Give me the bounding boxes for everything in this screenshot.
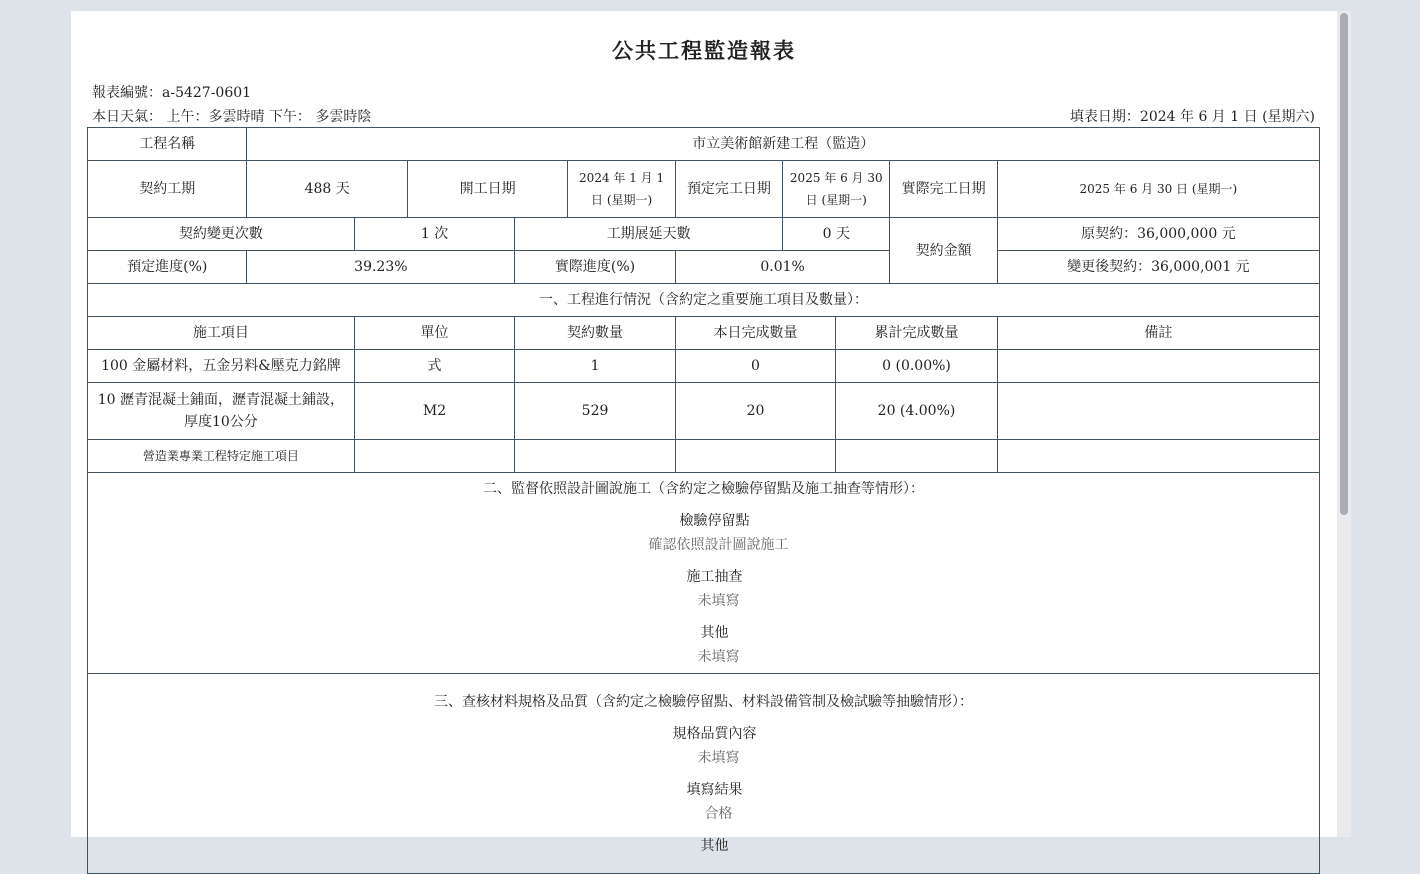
section2-title: 二、監督依照設計圖說施工（含約定之檢驗停留點及施工抽查等情形）：	[483, 481, 924, 497]
item-remarks	[997, 350, 1319, 383]
col-header-unit: 單位	[354, 317, 514, 350]
construction-sampling-value: 未填寫	[697, 593, 740, 609]
table-row	[88, 440, 1320, 473]
col-header-cumulative-qty: 累計完成數量	[836, 317, 998, 350]
section2-other-value: 未填寫	[697, 649, 740, 665]
actual-progress-label: 實際進度(%)	[515, 251, 675, 284]
special-item-contract-qty	[515, 440, 675, 473]
construction-sampling-heading: 施工抽查	[686, 569, 743, 585]
weather-line: 本日天氣： 上午：多雲時晴 下午： 多雲時陰	[92, 109, 372, 125]
report-table	[87, 127, 1320, 874]
col-header-item: 施工項目	[88, 317, 355, 350]
item-remarks	[997, 383, 1319, 440]
contract-changes-label: 契約變更次數	[88, 218, 355, 251]
section1-title: 一、工程進行情況（含約定之重要施工項目及數量）：	[88, 284, 1320, 317]
inspection-hold-point-heading: 檢驗停留點	[679, 513, 750, 529]
extension-days-label: 工期展延天數	[515, 218, 783, 251]
fill-result-value: 合格	[704, 805, 733, 822]
extension-days-value: 0 天	[783, 218, 890, 251]
fill-result-heading: 填寫結果	[686, 781, 743, 798]
report-title: 公共工程監造報表	[612, 38, 796, 63]
project-value: 市立美術館新建工程（監造）	[247, 128, 1320, 161]
table-row	[88, 383, 1320, 440]
col-header-remarks: 備註	[997, 317, 1319, 350]
planned-progress-label: 預定進度(%)	[88, 251, 247, 284]
special-item-unit	[354, 440, 514, 473]
report-sheet	[71, 11, 1337, 854]
item-name: 10 瀝青混凝土鋪面，瀝青混凝土鋪設，厚度10公分	[88, 383, 355, 440]
duration-value: 488 天	[247, 161, 407, 218]
actual-progress-value: 0.01%	[675, 251, 890, 284]
start-date-value: 2024 年 1 月 1 日 (星期一)	[568, 161, 675, 218]
vertical-scrollbar[interactable]	[1337, 11, 1351, 837]
planned-completion-label: 預定完工日期	[675, 161, 782, 218]
special-item-cumulative-qty	[836, 440, 998, 473]
item-cumulative-qty: 0 (0.00%)	[836, 350, 998, 383]
planned-progress-value: 39.23%	[247, 251, 515, 284]
fill-date: 填表日期：2024 年 6 月 1 日 (星期六)	[1069, 109, 1315, 125]
section2-other-heading: 其他	[700, 625, 729, 641]
contract-changes-value: 1 次	[354, 218, 514, 251]
spec-quality-heading: 規格品質內容	[672, 725, 757, 742]
start-date-label: 開工日期	[407, 161, 567, 218]
changed-contract-amount: 變更後契約：36,000,001 元	[997, 251, 1319, 284]
actual-completion-value: 2025 年 6 月 30 日 (星期一)	[997, 161, 1319, 218]
report-number: 報表編號：a-5427-0601	[92, 85, 252, 101]
table-row	[88, 350, 1320, 383]
project-label: 工程名稱	[88, 128, 247, 161]
item-today-qty: 20	[675, 383, 835, 440]
item-contract-qty: 529	[515, 383, 675, 440]
section2-block	[88, 473, 1320, 674]
special-items-label: 營造業專業工程特定施工項目	[88, 440, 355, 473]
original-contract-amount: 原契約：36,000,000 元	[997, 218, 1319, 251]
col-header-today-qty: 本日完成數量	[675, 317, 835, 350]
section3-block	[88, 674, 1320, 874]
item-today-qty: 0	[675, 350, 835, 383]
section3-other-heading: 其他	[700, 837, 729, 854]
item-name: 100 金屬材料，五金另料&壓克力銘牌	[88, 350, 355, 383]
contract-amount-label: 契約金額	[890, 218, 997, 284]
actual-completion-label: 實際完工日期	[890, 161, 997, 218]
item-cumulative-qty: 20 (4.00%)	[836, 383, 998, 440]
col-header-contract-qty: 契約數量	[515, 317, 675, 350]
item-unit: 式	[354, 350, 514, 383]
spec-quality-value: 未填寫	[697, 749, 740, 766]
special-item-today-qty	[675, 440, 835, 473]
scrollbar-thumb[interactable]	[1340, 13, 1348, 515]
section3-title: 三、查核材料規格及品質（含約定之檢驗停留點、材料設備管制及檢試驗等抽驗情形）：	[434, 693, 973, 710]
planned-completion-value: 2025 年 6 月 30 日 (星期一)	[783, 161, 890, 218]
item-contract-qty: 1	[515, 350, 675, 383]
duration-label: 契約工期	[88, 161, 247, 218]
inspection-hold-point-value: 確認依照設計圖說施工	[648, 537, 789, 553]
item-unit: M2	[354, 383, 514, 440]
special-item-remarks	[997, 440, 1319, 473]
